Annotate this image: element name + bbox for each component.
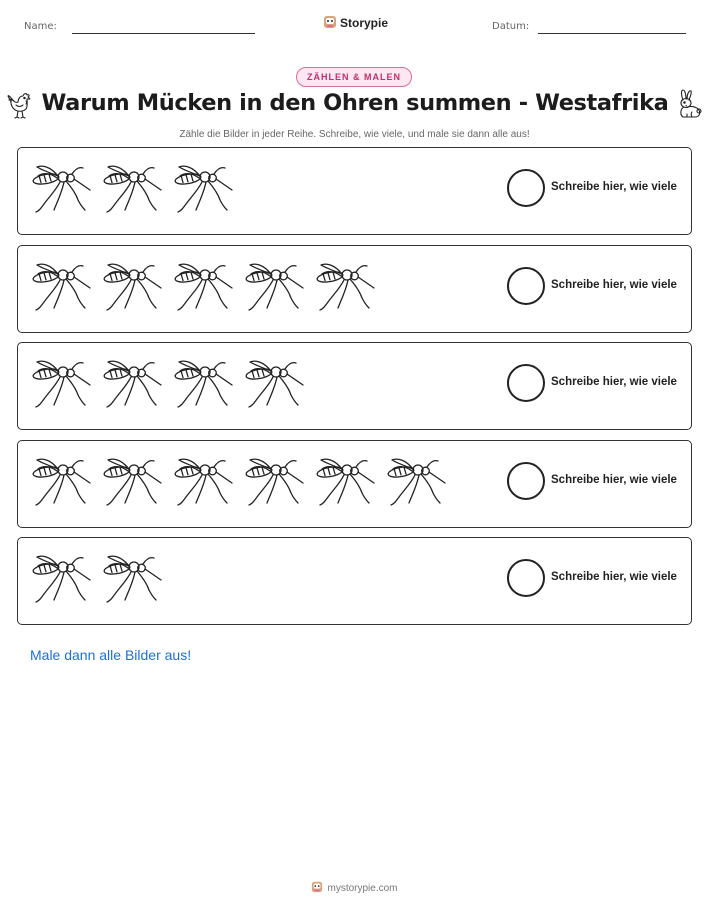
mosquito-icon[interactable] <box>314 453 378 509</box>
count-answer-circle[interactable] <box>507 559 545 597</box>
rooster-icon <box>6 90 36 125</box>
mosquito-group <box>30 355 307 411</box>
answer-label: Schreibe hier, wie viele <box>551 279 677 291</box>
mosquito-icon[interactable] <box>101 258 165 314</box>
page-title: Warum Mücken in den Ohren summen - Westafrika <box>41 90 669 116</box>
footer <box>0 880 709 896</box>
counting-row <box>17 147 692 235</box>
name-label: Name: <box>24 21 57 32</box>
mosquito-icon[interactable] <box>243 355 307 411</box>
instructions-subtitle: Zähle die Bilder in jeder Reihe. Schreibe, wie viele, und male sie dann alle aus! <box>179 129 530 140</box>
mosquito-icon[interactable] <box>172 258 236 314</box>
answer-label: Schreibe hier, wie viele <box>551 376 677 388</box>
mosquito-group <box>30 550 165 606</box>
mosquito-icon[interactable] <box>30 258 94 314</box>
mosquito-icon[interactable] <box>385 453 449 509</box>
count-answer-circle[interactable] <box>507 169 545 207</box>
mosquito-icon[interactable] <box>30 160 94 216</box>
mosquito-group <box>30 258 378 314</box>
brand-name: Storypie <box>340 16 389 30</box>
mosquito-icon[interactable] <box>172 453 236 509</box>
answer-label: Schreibe hier, wie viele <box>551 181 677 193</box>
mosquito-icon[interactable] <box>243 258 307 314</box>
rabbit-icon <box>673 88 703 125</box>
mosquito-icon[interactable] <box>101 550 165 606</box>
mosquito-icon[interactable] <box>30 453 94 509</box>
storypie-logo-icon <box>323 14 337 32</box>
footer-url: mystorypie.com <box>327 882 398 894</box>
count-answer-circle[interactable] <box>507 462 545 500</box>
answer-label: Schreibe hier, wie viele <box>551 571 677 583</box>
counting-row <box>17 537 692 625</box>
count-answer-circle[interactable] <box>507 267 545 305</box>
brand <box>323 14 388 32</box>
mosquito-icon[interactable] <box>172 160 236 216</box>
answer-label: Schreibe hier, wie viele <box>551 474 677 486</box>
mosquito-icon[interactable] <box>101 355 165 411</box>
coloring-instruction: Male dann alle Bilder aus! <box>30 647 192 663</box>
category-badge: ZÄHLEN & MALEN <box>296 67 412 87</box>
date-label: Datum: <box>492 21 530 32</box>
counting-row <box>17 342 692 430</box>
mosquito-icon[interactable] <box>172 355 236 411</box>
counting-row <box>17 440 692 528</box>
count-answer-circle[interactable] <box>507 364 545 402</box>
mosquito-group <box>30 160 236 216</box>
mosquito-icon[interactable] <box>30 355 94 411</box>
mosquito-icon[interactable] <box>101 453 165 509</box>
storypie-logo-icon <box>311 880 323 896</box>
counting-row <box>17 245 692 333</box>
date-line[interactable] <box>538 33 686 34</box>
mosquito-icon[interactable] <box>314 258 378 314</box>
mosquito-icon[interactable] <box>30 550 94 606</box>
name-line[interactable] <box>72 33 255 34</box>
mosquito-group <box>30 453 449 509</box>
mosquito-icon[interactable] <box>101 160 165 216</box>
mosquito-icon[interactable] <box>243 453 307 509</box>
